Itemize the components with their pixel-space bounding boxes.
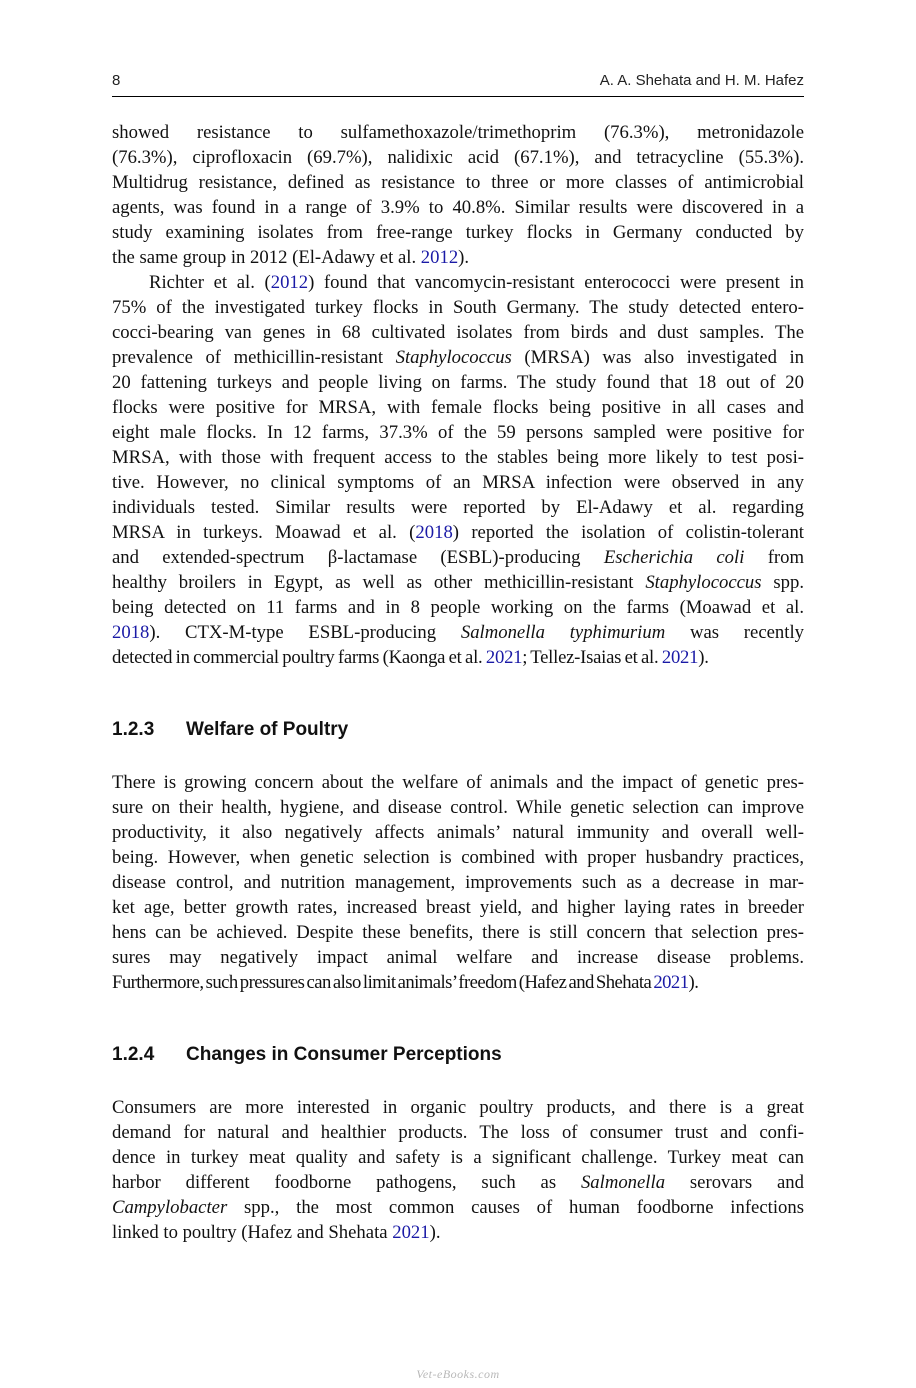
text-run: ; Tellez-Isaias et al. — [522, 647, 662, 668]
text-line: hens can be achieved. Despite these benefits, there is still concern that selection pres- — [112, 922, 804, 943]
text-run: spp. — [761, 572, 804, 593]
text-run: serovars and — [665, 1172, 804, 1193]
text-line: 75% of the investigated turkey flocks in South Germany. The study detected entero- — [112, 297, 804, 318]
italic-term: Salmonella typhimurium — [460, 622, 666, 643]
italic-term: Staphylococcus — [395, 347, 512, 368]
text-line: study examining isolates from free-range turkey flocks in Germany conducted by — [112, 222, 804, 243]
text-line: flocks were positive for MRSA, with female flocks being positive in all cases and — [112, 397, 804, 418]
text-line: disease control, and nutrition management, improvements such as a decrease in mar- — [112, 872, 804, 893]
text-line: sure on their health, hygiene, and disease control. While genetic selection can improve — [112, 797, 804, 818]
text-line — [112, 1195, 804, 1220]
text-run: ). — [458, 247, 470, 268]
text-line: cocci-bearing van genes in 68 cultivated isolates from birds and dust samples. The — [112, 322, 804, 343]
text-run: prevalence of methicillin-resistant — [112, 347, 396, 368]
text-run: detected in commercial poultry farms (Kaonga et al. — [112, 647, 486, 668]
italic-term: Campylobacter — [112, 1197, 228, 1218]
citation-link[interactable]: 2018 — [112, 622, 150, 643]
citation-link[interactable]: 2012 — [270, 272, 309, 293]
text-line: being detected on 11 farms and in 8 people working on the farms (Moawad et al. — [112, 597, 804, 618]
text-run: ). — [698, 647, 709, 668]
section-heading-welfare — [112, 719, 804, 741]
text-line — [112, 520, 804, 545]
running-head-authors: A. A. Shehata and H. M. Hafez — [599, 72, 804, 89]
text-run: was recently — [665, 622, 804, 643]
text-line: There is growing concern about the welfare of animals and the impact of genetic pres- — [112, 772, 804, 793]
text-run: ) found that vancomycin-resistant enterococci were present in — [308, 272, 804, 293]
paragraph-richter-study — [112, 270, 804, 670]
text-run: MRSA in turkeys. Moawad et al. ( — [112, 522, 416, 543]
text-run: harbor different foodborne pathogens, such as — [112, 1172, 581, 1193]
text-line: individuals tested. Similar results were reported by El-Adawy et al. regarding — [112, 497, 804, 518]
text-line: tive. However, no clinical symptoms of an MRSA infection were observed in any — [112, 472, 804, 493]
text-line: showed resistance to sulfamethoxazole/trimethoprim (76.3%), metronidazole — [112, 122, 804, 143]
citation-link[interactable]: 2021 — [653, 972, 689, 993]
text-run: (MRSA) was also investigated in — [511, 347, 804, 368]
text-line — [112, 645, 804, 670]
text-line: Consumers are more interested in organic poultry products, and there is a great — [112, 1097, 804, 1118]
text-run: from — [744, 547, 805, 568]
section-title: Changes in Consumer Perceptions — [186, 1044, 502, 1065]
text-line: being. However, when genetic selection is combined with proper husbandry practices, — [112, 847, 804, 868]
text-line — [112, 345, 804, 370]
text-run: Furthermore, such pressures can also limit animals’ freedom (Hafez and Shehata — [112, 972, 654, 993]
text-line: ket age, better growth rates, increased breast yield, and higher laying rates in breeder — [112, 897, 804, 918]
citation-link[interactable]: 2021 — [485, 647, 523, 668]
section-heading-consumer-perceptions — [112, 1044, 804, 1066]
paragraph-antimicrobial-resistance — [112, 120, 804, 270]
text-line — [112, 245, 804, 270]
citation-link[interactable]: 2021 — [392, 1222, 430, 1243]
running-header — [112, 70, 804, 97]
text-line — [112, 970, 804, 995]
text-run: linked to poultry (Hafez and Shehata — [112, 1222, 393, 1243]
text-line: eight male flocks. In 12 farms, 37.3% of the 59 persons sampled were positive for — [112, 422, 804, 443]
citation-link[interactable]: 2021 — [661, 647, 699, 668]
section-number: 1.2.4 — [112, 1044, 155, 1065]
citation-link[interactable]: 2018 — [415, 522, 453, 543]
citation-link[interactable]: 2012 — [420, 247, 459, 268]
text-line: agents, was found in a range of 3.9% to 40.8%. Similar results were discovered in a — [112, 197, 804, 218]
text-run: healthy broilers in Egypt, as well as other methicillin-resistant — [112, 572, 646, 593]
text-line: productivity, it also negatively affects animals’ natural immunity and overall well- — [112, 822, 804, 843]
text-line: sures may negatively impact animal welfare and increase disease problems. — [112, 947, 804, 968]
text-run: ). — [429, 1222, 441, 1243]
text-line: dence in turkey meat quality and safety is a significant challenge. Turkey meat can — [112, 1147, 804, 1168]
text-line — [112, 620, 804, 645]
italic-term: Staphylococcus — [645, 572, 762, 593]
text-run: the same group in 2012 (El-Adawy et al. — [112, 247, 421, 268]
section-number: 1.2.3 — [112, 719, 155, 740]
page-number: 8 — [112, 72, 121, 89]
text-run: Richter et al. ( — [149, 272, 271, 293]
paragraph-welfare — [112, 770, 804, 995]
paragraph-consumer-perceptions — [112, 1095, 804, 1245]
italic-term: Escherichia coli — [603, 547, 745, 568]
text-line — [112, 1220, 804, 1245]
text-line: (76.3%), ciprofloxacin (69.7%), nalidixic acid (67.1%), and tetracycline (55.3%). — [112, 147, 804, 168]
section-title: Welfare of Poultry — [186, 719, 349, 740]
text-line: 20 fattening turkeys and people living on farms. The study found that 18 out of 20 — [112, 372, 804, 393]
text-line — [112, 270, 804, 295]
text-run: and extended-spectrum β-lactamase (ESBL)-producing — [112, 547, 604, 568]
text-run: ) reported the isolation of colistin-tolerant — [452, 522, 804, 543]
text-run: ). CTX-M-type ESBL-producing — [149, 622, 461, 643]
text-line — [112, 570, 804, 595]
text-run: ). — [688, 972, 699, 993]
text-line: Multidrug resistance, defined as resistance to three or more classes of antimicrobial — [112, 172, 804, 193]
watermark: Vet-eBooks.com — [416, 1367, 500, 1381]
text-line: MRSA, with those with frequent access to the stables being more likely to test posi- — [112, 447, 804, 468]
italic-term: Salmonella — [580, 1172, 666, 1193]
text-run: spp., the most common causes of human foodborne infections — [227, 1197, 804, 1218]
text-line: demand for natural and healthier products. The loss of consumer trust and confi- — [112, 1122, 804, 1143]
text-line — [112, 1170, 804, 1195]
text-line — [112, 545, 804, 570]
